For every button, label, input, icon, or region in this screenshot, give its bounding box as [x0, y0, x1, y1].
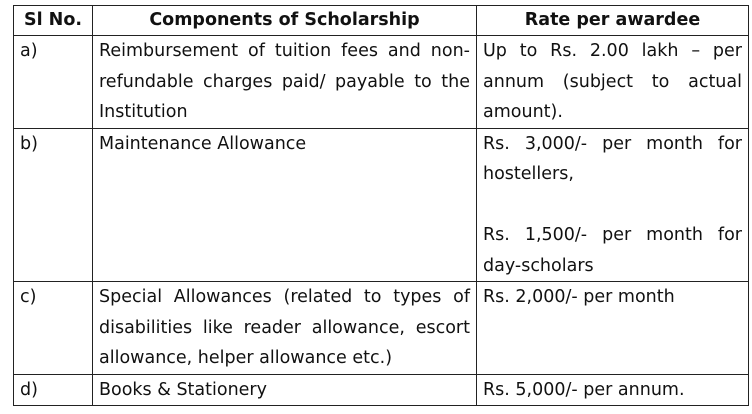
scholarship-table — [13, 5, 749, 406]
rate-spacer — [483, 190, 742, 221]
table-row — [14, 282, 749, 375]
rate-text: Rs. 5,000/- per annum. — [483, 379, 685, 400]
rate-text: Up to Rs. 2.00 lakh – per annum (subject to actual amount). — [483, 41, 742, 122]
row-rate — [477, 374, 749, 406]
row-component: Reimbursement of tuition fees and non-refundable charges paid/ payable to the Institution — [93, 36, 477, 129]
table-row — [14, 128, 749, 282]
row-sl-no: a) — [14, 36, 93, 129]
row-sl-no: d) — [14, 374, 93, 406]
table-row — [14, 374, 749, 406]
header-sl-no: Sl No. — [14, 6, 93, 36]
header-components: Components of Scholarship — [93, 6, 477, 36]
row-sl-no: b) — [14, 128, 93, 282]
rate-text: Rs. 1,500/- per month for day-scholars — [483, 225, 742, 276]
row-rate — [477, 36, 749, 129]
rate-text: Rs. 3,000/- per month for hostellers, — [483, 133, 742, 184]
table-row — [14, 36, 749, 129]
row-sl-no: c) — [14, 282, 93, 375]
row-component: Special Allowances (related to types of disabilities like reader allowance, escort allowance, helper allowance etc.) — [93, 282, 477, 375]
header-rate: Rate per awardee — [477, 6, 749, 36]
row-component: Maintenance Allowance — [93, 128, 477, 282]
row-rate — [477, 282, 749, 375]
header-row — [14, 6, 749, 36]
row-component: Books & Stationery — [93, 374, 477, 406]
rate-text: Rs. 2,000/- per month — [483, 287, 675, 307]
row-rate — [477, 128, 749, 282]
